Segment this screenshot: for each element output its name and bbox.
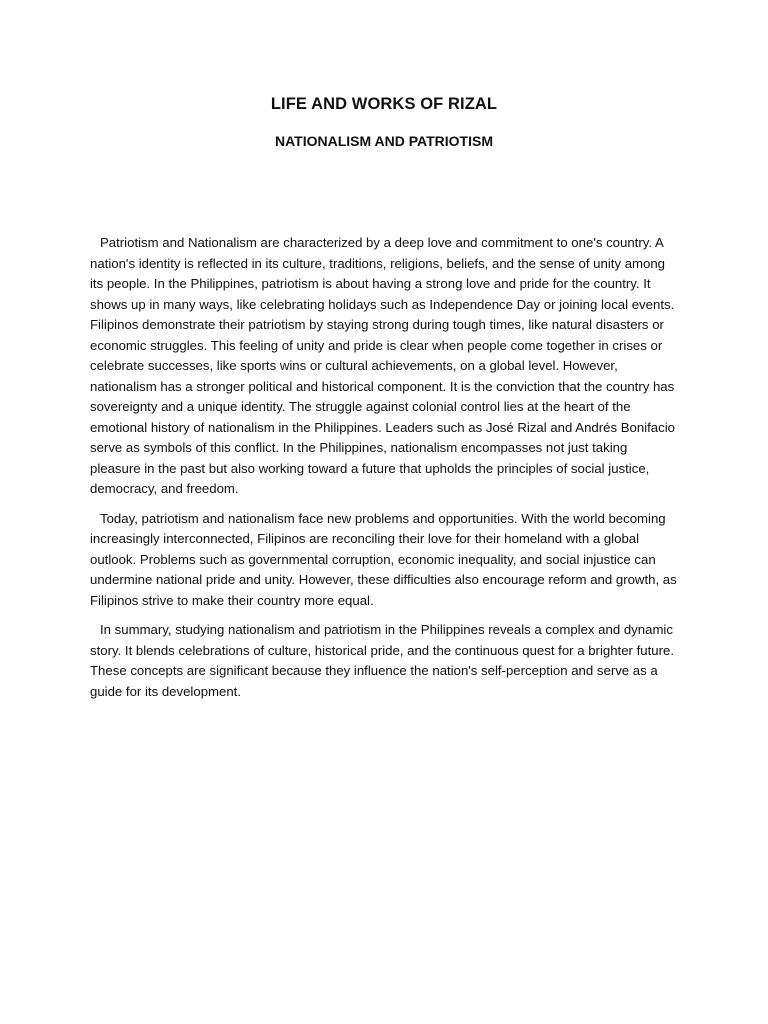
document-subtitle: NATIONALISM AND PATRIOTISM: [274, 133, 494, 149]
paragraph-1: Patriotism and Nationalism are characterized by a deep love and commitment to one's country. A nation's identity is reflected in its culture, traditions, religions, beliefs, and the sense of unity among its people. In the Philippines, patriotism is about having a strong love and pride for the country. It shows up in many ways, like celebrating holidays such as Independence Day or joining local events. Filipinos demonstrate their patriotism by staying strong during tough times, like natural disasters or economic struggles. This feeling of unity and pride is clear when people come together in crises or celebrate successes, like sports wins or cultural achievements, on a global level. However, nationalism has a stronger political and historical component. It is the conviction that the country has sovereignty and a unique identity. The struggle against colonial control lies at the heart of the emotional history of nationalism in the Philippines. Leaders such as José Rizal and Andrés Bonifacio serve as symbols of this conflict. In the Philippines, nationalism encompasses not just taking pleasure in the past but also working toward a future that upholds the principles of social justice, democracy, and freedom.: [90, 235, 675, 496]
document-body: [90, 233, 678, 711]
paragraph-3: In summary, studying nationalism and patriotism in the Philippines reveals a complex and dynamic story. It blends celebrations of culture, historical pride, and the continuous quest for a brighter future. These concepts are significant because they influence the nation's self-perception and serve as a guide for its development.: [90, 622, 674, 699]
paragraph-2: Today, patriotism and nationalism face new problems and opportunities. With the world becoming increasingly interconnected, Filipinos are reconciling their love for their homeland with a global outlook. Problems such as governmental corruption, economic inequality, and social injustice can undermine national pride and unity. However, these difficulties also encourage reform and growth, as Filipinos strive to make their country more equal.: [90, 510, 677, 608]
document-title: LIFE AND WORKS OF RIZAL: [270, 95, 498, 113]
